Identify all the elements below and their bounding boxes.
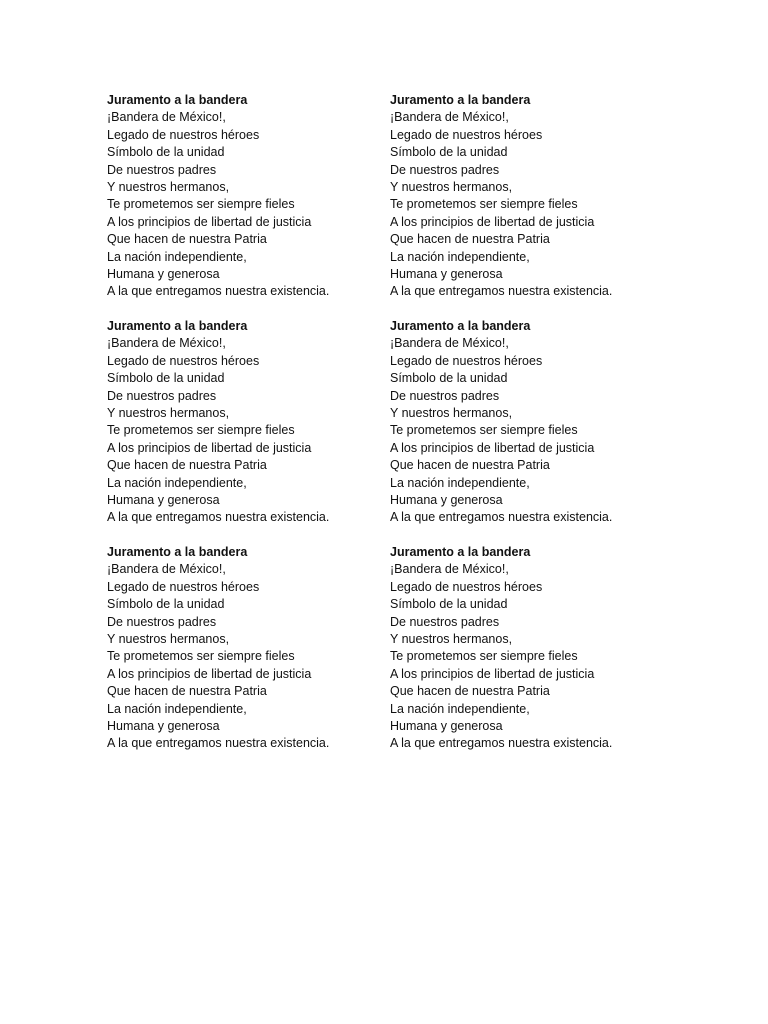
oath-line: A los principios de libertad de justicia <box>390 666 595 681</box>
oath-line: Humana y generosa <box>107 493 220 508</box>
oath-line: A la que entregamos nuestra existencia. <box>107 284 330 299</box>
oath-line: ¡Bandera de México!, <box>390 110 509 125</box>
oath-line: A la que entregamos nuestra existencia. <box>107 510 330 525</box>
oath-line: Legado de nuestros héroes <box>107 127 260 142</box>
oath-line: A los principios de libertad de justicia <box>390 214 595 229</box>
oath-title: Juramento a la bandera <box>107 545 248 559</box>
oath-line: Símbolo de la unidad <box>107 371 225 386</box>
oath-line: De nuestros padres <box>390 162 500 177</box>
oath-line: A los principios de libertad de justicia <box>107 440 312 455</box>
oath-line: Legado de nuestros héroes <box>390 127 543 142</box>
oath-line: A los principios de libertad de justicia <box>390 440 595 455</box>
oath-line: ¡Bandera de México!, <box>107 336 226 351</box>
oath-line: La nación independiente, <box>390 701 530 716</box>
oath-line: Símbolo de la unidad <box>390 145 508 160</box>
oath-line: Humana y generosa <box>107 719 220 734</box>
oath-block <box>390 318 660 527</box>
oath-line: De nuestros padres <box>107 388 217 403</box>
oath-title: Juramento a la bandera <box>107 93 248 107</box>
oath-line: La nación independiente, <box>107 249 247 264</box>
oath-line: Legado de nuestros héroes <box>390 579 543 594</box>
oath-line: De nuestros padres <box>107 162 217 177</box>
oath-line: A la que entregamos nuestra existencia. <box>390 284 613 299</box>
oath-line: Que hacen de nuestra Patria <box>107 232 267 247</box>
oath-line: Y nuestros hermanos, <box>107 406 230 421</box>
oath-line: Humana y generosa <box>390 719 503 734</box>
oath-line: La nación independiente, <box>390 249 530 264</box>
oath-title: Juramento a la bandera <box>390 319 531 333</box>
oath-line: Legado de nuestros héroes <box>107 579 260 594</box>
oath-line: De nuestros padres <box>390 388 500 403</box>
oath-title: Juramento a la bandera <box>390 93 531 107</box>
oath-line: Te prometemos ser siempre fieles <box>390 423 578 438</box>
oath-line: Te prometemos ser siempre fieles <box>107 197 295 212</box>
oath-line: Que hacen de nuestra Patria <box>107 684 267 699</box>
oath-line: A la que entregamos nuestra existencia. <box>390 510 613 525</box>
oath-line: Que hacen de nuestra Patria <box>390 458 550 473</box>
oath-line: Símbolo de la unidad <box>107 597 225 612</box>
oath-line: A la que entregamos nuestra existencia. <box>107 736 330 751</box>
oath-line: A los principios de libertad de justicia <box>107 666 312 681</box>
oath-line: ¡Bandera de México!, <box>390 562 509 577</box>
oath-line: Que hacen de nuestra Patria <box>390 232 550 247</box>
oath-line: Que hacen de nuestra Patria <box>107 458 267 473</box>
oath-line: ¡Bandera de México!, <box>107 562 226 577</box>
oath-line: ¡Bandera de México!, <box>390 336 509 351</box>
oath-line: Símbolo de la unidad <box>107 145 225 160</box>
oath-line: Te prometemos ser siempre fieles <box>390 197 578 212</box>
oath-block <box>107 318 377 527</box>
oath-line: Legado de nuestros héroes <box>390 353 543 368</box>
oath-line: De nuestros padres <box>390 614 500 629</box>
oath-title: Juramento a la bandera <box>390 545 531 559</box>
oath-line: Humana y generosa <box>107 267 220 282</box>
oath-block <box>107 92 377 301</box>
oath-line: Te prometemos ser siempre fieles <box>390 649 578 664</box>
oath-line: Símbolo de la unidad <box>390 597 508 612</box>
oath-line: Y nuestros hermanos, <box>107 632 230 647</box>
oath-line: Te prometemos ser siempre fieles <box>107 649 295 664</box>
oath-block <box>390 92 660 301</box>
oath-line: Símbolo de la unidad <box>390 371 508 386</box>
oath-line: A los principios de libertad de justicia <box>107 214 312 229</box>
oath-block <box>107 544 377 753</box>
oath-line: ¡Bandera de México!, <box>107 110 226 125</box>
oath-line: A la que entregamos nuestra existencia. <box>390 736 613 751</box>
oath-title: Juramento a la bandera <box>107 319 248 333</box>
oath-line: De nuestros padres <box>107 614 217 629</box>
oath-line: Te prometemos ser siempre fieles <box>107 423 295 438</box>
oath-block <box>390 544 660 753</box>
oath-line: La nación independiente, <box>107 701 247 716</box>
oath-line: La nación independiente, <box>107 475 247 490</box>
oath-line: Y nuestros hermanos, <box>390 180 513 195</box>
oath-line: La nación independiente, <box>390 475 530 490</box>
oath-line: Y nuestros hermanos, <box>390 632 513 647</box>
oath-line: Humana y generosa <box>390 267 503 282</box>
oath-line: Que hacen de nuestra Patria <box>390 684 550 699</box>
oath-line: Legado de nuestros héroes <box>107 353 260 368</box>
oath-line: Y nuestros hermanos, <box>107 180 230 195</box>
oath-line: Y nuestros hermanos, <box>390 406 513 421</box>
oath-line: Humana y generosa <box>390 493 503 508</box>
